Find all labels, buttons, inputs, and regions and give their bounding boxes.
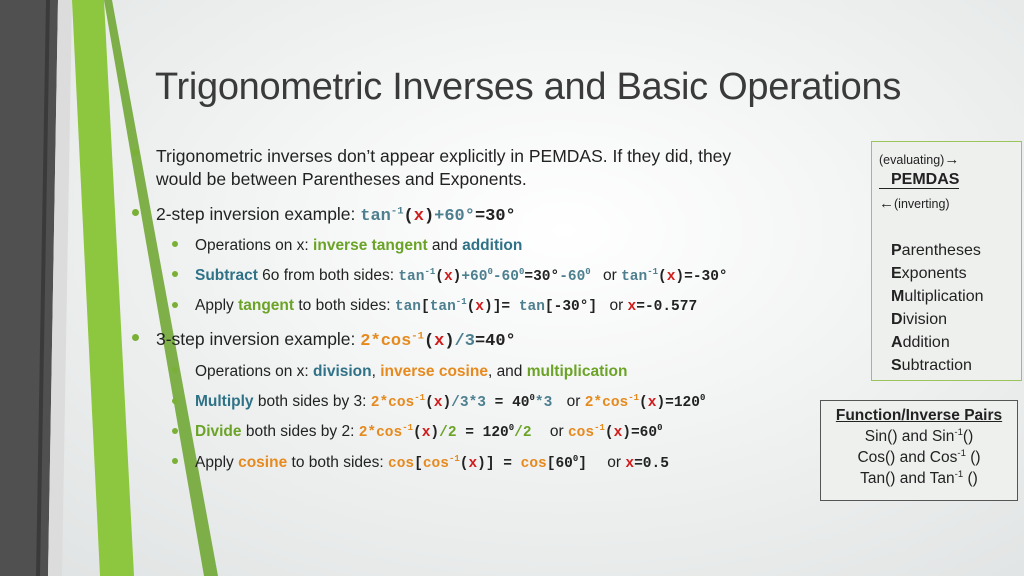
pemdas-item: Addition <box>891 334 950 351</box>
expr-fn: tan <box>621 269 648 285</box>
text: both sides by 3: <box>253 393 371 410</box>
expr-part: =30° <box>524 269 560 285</box>
expr-part: = 40 <box>485 395 530 411</box>
text-or: or <box>566 393 585 410</box>
text-or: or <box>609 297 628 314</box>
keyword-cosine: cosine <box>238 454 288 471</box>
expr-eq: =30° <box>474 207 516 226</box>
bullet-dot <box>172 302 178 308</box>
evaluating-text: (evaluating) <box>879 153 945 167</box>
expr-exp: 0 <box>487 267 493 278</box>
sub-bullet-5: Multiply both sides by 3: $2*\cos^{-1}(x)/3*3 = 40^0*3$ or $2*\cos^{-1}(x)=120^0$ <box>195 393 706 411</box>
expr-part: *3 <box>534 395 553 411</box>
bullet-1-line2: would be between Parentheses and Exponents. <box>156 169 527 189</box>
text-or: or <box>549 423 568 440</box>
expr-x: x <box>468 456 478 472</box>
evaluating-label <box>879 151 959 168</box>
bullet-dot <box>132 209 139 216</box>
keyword-multiply: Multiply <box>195 393 254 410</box>
inverting-label <box>879 195 950 212</box>
text-or: or <box>603 267 622 284</box>
pemdas-item: Exponents <box>891 265 967 282</box>
keyword-multiplication: multiplication <box>526 363 628 380</box>
expr-fn: cos <box>520 456 547 472</box>
expr-fn: cos <box>376 425 403 441</box>
text: 6o <box>257 267 280 284</box>
expr-x: x <box>443 269 453 285</box>
expr-fn: cos <box>380 332 412 351</box>
text: Operations on x: <box>195 363 314 380</box>
bullet-1-line1: Trigonometric inverses don’t appear explicitly in PEMDAS. If they did, they <box>156 146 732 166</box>
pair-row: Sin() and Sin$^{-1}$() <box>864 426 974 445</box>
text: both sides by 2: <box>241 423 359 440</box>
bullet-2-label: 2-step inversion example: <box>156 204 356 224</box>
text: to both sides: <box>294 297 395 314</box>
pemdas-list <box>891 239 983 377</box>
expr-eq: =40° <box>474 332 516 351</box>
expr-fn: cos <box>567 425 595 441</box>
expr-result: =-0.577 <box>636 299 698 315</box>
expr-part: 2* <box>358 425 377 441</box>
bullet-2 <box>156 204 516 227</box>
expr-part: ]= <box>492 299 511 315</box>
expr-exp: -1 <box>390 205 404 218</box>
bullet-dot <box>172 458 178 464</box>
pemdas-heading <box>879 171 959 189</box>
pemdas-box <box>871 141 1022 381</box>
pemdas-item: Parentheses <box>891 242 981 259</box>
expr-x: x <box>434 332 445 351</box>
text: Operations on x: <box>195 237 314 254</box>
sub-bullet-4 <box>195 363 627 381</box>
sub-bullet-1 <box>195 237 522 255</box>
sub-bullet-7: Apply cosine to both sides: $\cos[\cos^{-1}(x)] = \cos[60^0]$ or x=0.5 <box>195 454 669 472</box>
expr-exp: -1 <box>414 393 426 404</box>
bullet-dot <box>132 334 139 341</box>
sub-bullet-3: Apply tangent to both sides: $\tan[\tan^{-1}(x)]= \tan[-30^\circ]$ or x=-0.577 <box>195 297 698 315</box>
bullet-3: 3-step inversion example: $2*\cos^{-1}(x)/3=40^\circ$ <box>156 329 516 351</box>
keyword-addition: addition <box>462 237 523 254</box>
pairs-heading: Function/Inverse Pairs <box>835 407 1003 424</box>
expr-fn: cos <box>602 395 629 411</box>
page-title: Trigonometric Inverses and Basic Operations <box>155 66 902 108</box>
expr-part: -60 <box>492 269 519 285</box>
bullet-3-label: 3-step inversion example: <box>156 329 356 349</box>
expr-result: =0.5 <box>634 456 669 472</box>
pemdas-item: Multiplication <box>891 288 984 305</box>
bullet-dot <box>172 271 178 277</box>
pair-row: Tan() and Tan$^{-1}$ () <box>860 468 978 487</box>
expr-paren: ) <box>423 207 435 226</box>
expr-part: = 120 <box>456 425 509 441</box>
expr-x: x <box>421 425 431 441</box>
text: Apply <box>195 297 239 314</box>
pemdas-heading-text: PEMDAS <box>891 171 960 188</box>
expr-exp: 0 <box>508 423 515 434</box>
expr-x: x <box>413 207 424 226</box>
arrow-right-icon: → <box>944 151 960 168</box>
expr-exp: 0 <box>585 267 591 278</box>
expr-exp: -1 <box>411 330 424 343</box>
arrow-left-icon: ← <box>879 195 894 212</box>
expr-x: x <box>627 299 637 315</box>
bullet-dot <box>132 149 139 156</box>
expr-part: 2* <box>360 332 381 351</box>
expr-paren: ( <box>403 207 414 226</box>
bullet-dot <box>172 367 178 373</box>
keyword-inverse-cosine: inverse cosine <box>380 363 488 380</box>
expr-part: 2* <box>584 395 603 411</box>
expr-part: -60 <box>559 269 586 285</box>
expr-fn: tan <box>429 299 456 315</box>
expr-x: x <box>647 395 657 411</box>
expr-result: =60 <box>630 425 658 441</box>
function-inverse-pairs-box <box>820 400 1018 501</box>
expr-part: +60 <box>461 269 488 285</box>
expr-exp: -1 <box>448 454 460 465</box>
expr-fn: tan <box>394 299 421 315</box>
expr-fn: tan <box>518 299 545 315</box>
bullet-dot <box>172 428 178 434</box>
expr-fn: cos <box>388 456 415 472</box>
expr-part: /2 <box>439 425 457 441</box>
expr-part: [-30°] <box>544 299 598 315</box>
expr-exp: 0 <box>518 267 525 278</box>
expr-fn: tan <box>360 207 391 226</box>
expr-x: x <box>433 395 443 411</box>
text: , <box>371 363 381 380</box>
pair-row: Cos() and Cos$^{-1}$ () <box>857 447 981 466</box>
keyword-division: division <box>313 363 372 380</box>
keyword-subtract: Subtract <box>195 267 258 284</box>
expr-result: =-30° <box>684 269 728 285</box>
expr-part: /2 <box>514 425 532 441</box>
expr-exp: -1 <box>424 267 436 278</box>
expr-exp: -1 <box>455 297 467 308</box>
expr-exp: -1 <box>628 393 640 404</box>
expr-exp: 0 <box>657 423 663 434</box>
expr-exp: -1 <box>594 423 605 434</box>
sub-bullet-6: Divide both sides by 2: $2*\cos^{-1}(x)/2 = 120^0/2$ or $\cos^{-1}(x)=60^0$ <box>195 423 663 441</box>
bullet-dot <box>172 398 178 404</box>
expr-x: x <box>666 269 676 285</box>
expr-part: ] <box>578 456 587 472</box>
expr-part: /3*3 <box>451 395 486 411</box>
expr-part: ] = <box>485 456 521 472</box>
expr-part: 2* <box>370 395 389 411</box>
text: to both sides: <box>287 454 389 471</box>
pemdas-item: Division <box>891 311 948 328</box>
keyword-inverse-tangent: inverse tangent <box>313 237 428 254</box>
expr-tail: +60° <box>434 207 475 226</box>
expr-exp: 0 <box>699 393 706 404</box>
text: Apply <box>195 454 239 471</box>
expr-result: =120 <box>665 395 700 411</box>
expr-x: x <box>613 425 623 441</box>
sub-bullet-2: Subtract 6o from both sides: $\tan^{-1}(x)+60^0-60^0=30^\circ-60^0$ or $\tan^{-1}(x)=-30^\circ$ <box>195 267 728 285</box>
expr-part: /3 <box>454 332 475 351</box>
expr-x: x <box>625 456 635 472</box>
expr-x: x <box>475 299 484 315</box>
text: and <box>427 237 463 254</box>
keyword-tangent: tangent <box>238 297 295 314</box>
expr-exp: 0 <box>572 454 579 465</box>
text: from both sides: <box>279 267 399 284</box>
expr-exp: -1 <box>647 267 659 278</box>
text-or: or <box>607 454 626 471</box>
expr-part: [60 <box>546 456 573 472</box>
text: , and <box>487 363 527 380</box>
expr-exp: 0 <box>529 393 535 404</box>
expr-fn: cos <box>422 456 449 472</box>
expr-fn: tan <box>398 269 425 285</box>
pemdas-item: Subtraction <box>891 357 972 374</box>
bullet-dot <box>172 241 178 247</box>
expr-fn: cos <box>388 395 415 411</box>
expr-exp: -1 <box>402 423 414 434</box>
inverting-text: (inverting) <box>894 197 950 211</box>
keyword-divide: Divide <box>195 423 242 440</box>
